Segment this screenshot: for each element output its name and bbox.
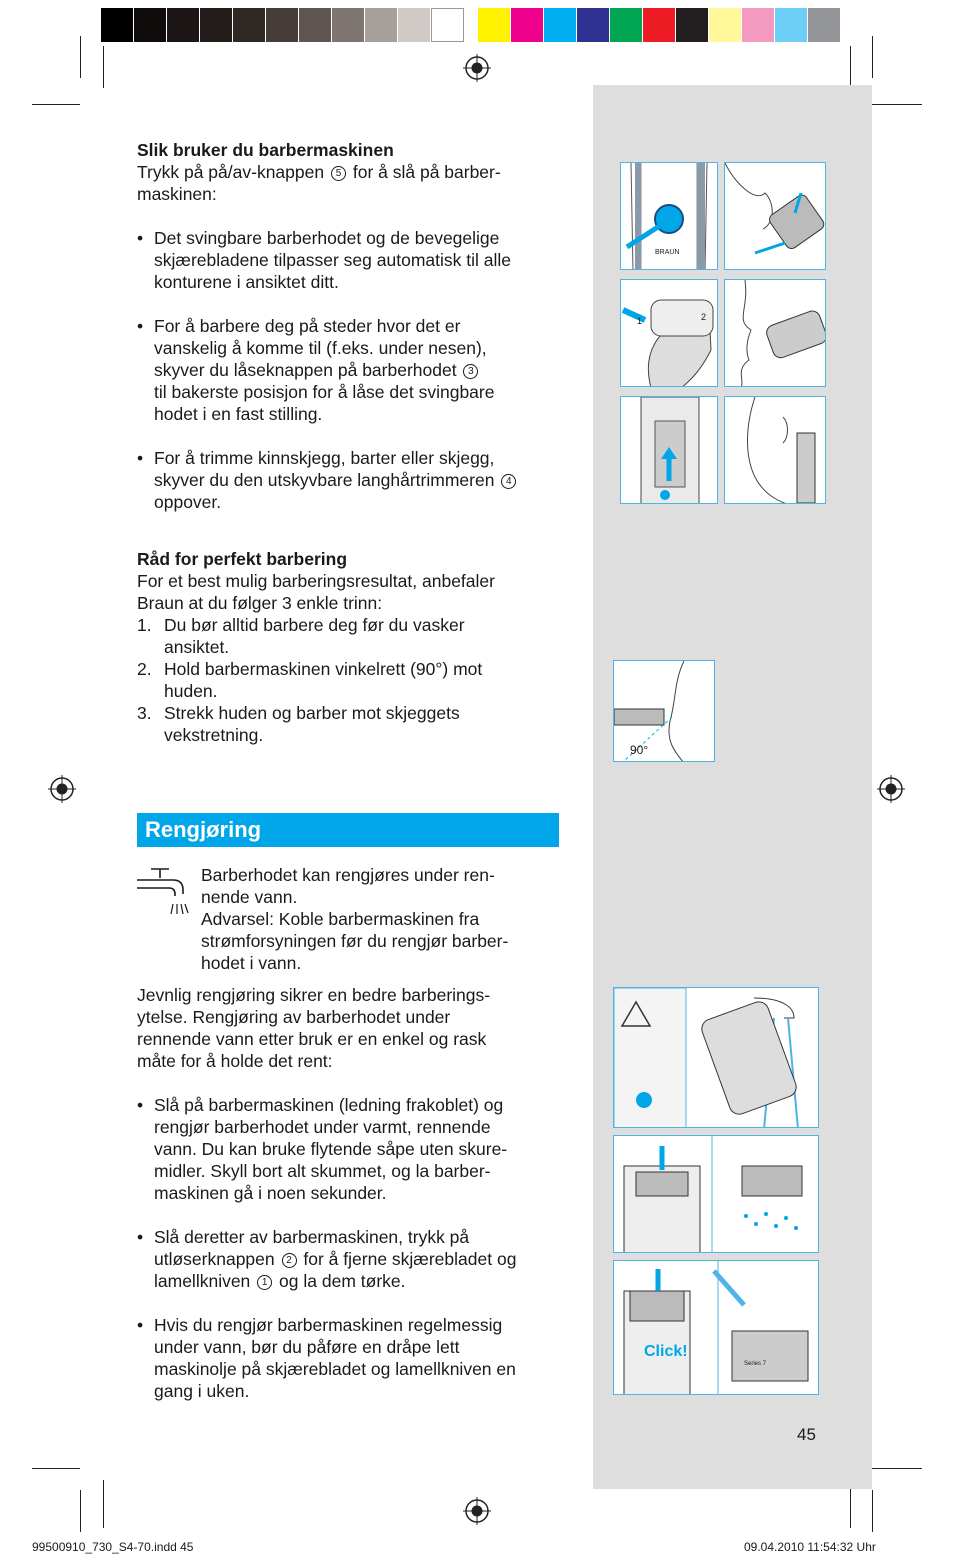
registration-mark-icon: [48, 775, 76, 803]
color-swatch: [610, 8, 643, 42]
color-swatch: [775, 8, 808, 42]
figure-rinse-under-water: [613, 987, 819, 1128]
ref-marker: 4: [501, 474, 516, 489]
figure-swivel-head: [724, 162, 826, 270]
color-swatch: [676, 8, 709, 42]
usage-heading: Slik bruker du barbermaskinen: [137, 140, 394, 160]
color-swatch: [200, 8, 233, 42]
color-swatch: [709, 8, 742, 42]
color-swatch: [332, 8, 365, 42]
crop-mark: [32, 1468, 80, 1469]
brand-label: BRAUN: [655, 249, 680, 256]
color-swatch: [233, 8, 266, 42]
figure-oil-and-refit: [613, 1260, 819, 1395]
usage-intro: Trykk på på/av-knappen 5 for å slå på barber-: [137, 162, 501, 182]
color-swatch: [299, 8, 332, 42]
crop-mark: [80, 1490, 81, 1532]
footer-right: 09.04.2010 11:54:32 Uhr: [744, 1540, 876, 1554]
figure-long-hair-trimmer: [620, 396, 718, 504]
page-number: 45: [797, 1425, 816, 1444]
marker-1: 1: [637, 316, 643, 326]
color-swatch: [134, 8, 167, 42]
color-calibration-bar: [101, 8, 841, 42]
figure-under-nose: [724, 279, 826, 387]
color-swatch: [511, 8, 544, 42]
color-swatch: [577, 8, 610, 42]
cleaning-bullet: • Hvis du rengjør barbermaskinen regelmessig under vann, bør du påføre en dråpe lett maskinolje på skjærebladet og lamellkniven en gang i uken.: [137, 1315, 516, 1401]
color-swatch: [398, 8, 431, 42]
angle-label: 90°: [630, 743, 649, 757]
crop-mark: [32, 104, 80, 105]
color-swatch: [431, 8, 464, 42]
crop-mark: [872, 36, 873, 78]
figure-lock-button: [620, 279, 718, 387]
cleaning-warning: Barberhodet kan rengjøres under ren- nende vann. Advarsel: Koble barbermaskinen fra strømforsyningen før du rengjør barber- hodet i vann.: [201, 865, 509, 973]
footer-left: 99500910_730_S4-70.indd 45: [32, 1540, 194, 1554]
figure-trimming: [724, 396, 826, 504]
color-swatch: [478, 8, 511, 42]
cleaning-bullet: • Slå på barbermaskinen (ledning frakoblet) og rengjør barberhodet under varmt, rennende vann. Du kan bruke flytende såpe uten skure- midler. Skyll bort alt skummet, og la barber- maskinen gå i noen sekunder.: [137, 1095, 508, 1203]
crop-mark: [872, 104, 922, 105]
crop-mark: [103, 1480, 104, 1528]
color-swatch: [101, 8, 134, 42]
series-label: Series 7: [744, 1361, 767, 1367]
tips-step: 3. Strekk huden og barber mot skjeggets vekstretning.: [137, 703, 460, 745]
swatch-gap: [464, 8, 478, 42]
click-label: Click!: [644, 1343, 688, 1360]
figure-90-degrees: [613, 660, 715, 762]
faucet-icon: [137, 866, 191, 918]
tips-step: 1. Du bør alltid barbere deg før du vasker ansiktet.: [137, 615, 465, 657]
crop-mark: [872, 1490, 873, 1532]
color-swatch: [808, 8, 841, 42]
ref-marker: 1: [257, 1275, 272, 1290]
usage-bullet: • For å barbere deg på steder hvor det er vanskelig å komme til (f.eks. under nesen), skyver du låseknappen på barberhodet 3 til bakerste posisjon for å låse det svingbare hodet i en fast stilling.: [137, 316, 495, 424]
figure-remove-foil: [613, 1135, 819, 1253]
color-swatch: [266, 8, 299, 42]
ref-marker: 5: [331, 166, 346, 181]
cleaning-bullet: • Slå deretter av barbermaskinen, trykk på utløserknappen 2 for å fjerne skjærebladet og lamellkniven 1 og la dem tørke.: [137, 1227, 517, 1291]
ref-marker: 3: [463, 364, 478, 379]
usage-bullet: • For å trimme kinnskjegg, barter eller skjegg, skyver du den utskyvbare langhårtrimmeren 4 oppover.: [137, 447, 567, 513]
usage-section: Slik bruker du barbermaskinen Trykk på på/av-knappen 5 for å slå på barber- maskinen: • Det svingbare barberhodet og de bevegelige skjærebladene tilpasser seg automatisk til alle konturene i ansiktet ditt. • For å barbere deg på steder hvor det er vanskelig å komme til (f.eks. under nesen), skyver du låseknappen på barberhodet 3 til bakerste posisjon for å låse det svingbare hodet i en fast stilling. • For å trimme kinnskjegg, barter eller skjegg, skyver du den utskyvbare langhårtrimmeren 4 oppover.: [137, 139, 567, 513]
marker-2: 2: [701, 312, 707, 322]
figure-power-button: [620, 162, 718, 270]
crop-mark: [850, 46, 851, 88]
color-swatch: [167, 8, 200, 42]
crop-mark: [80, 36, 81, 78]
tips-section: Råd for perfekt barbering For et best mulig barberingsresultat, anbefaler Braun at du følger 3 enkle trinn: 1. Du bør alltid barbere deg før du vasker ansiktet. 2. Hold barbermaskinen vinkelrett (90°) mot huden. 3. Strekk huden og barber mot skjeggets vekstretning.: [137, 548, 567, 746]
registration-mark-icon: [877, 775, 905, 803]
color-swatch: [643, 8, 676, 42]
ref-marker: 2: [282, 1253, 297, 1268]
registration-mark-icon: [463, 54, 491, 82]
cleaning-title-banner: Rengjøring: [137, 813, 559, 847]
cleaning-body: Jevnlig rengjøring sikrer en bedre barberings- ytelse. Rengjøring av barberhodet under rennende vann etter bruk er en enkel og rask måte for å holde det rent: • Slå på barbermaskinen (ledning frakoblet) og rengjør barberhodet under varmt, rennende vann. Du kan bruke flytende såpe uten skure- midler. Skyll bort alt skummet, og la barber- maskinen gå i noen sekunder. • Slå deretter av barbermaskinen, trykk på utløserknappen 2 for å fjerne skjærebladet og lamellkniven 1 og la dem tørke. • Hvis du rengjør barbermaskinen regelmessig under vann, bør du påføre en dråpe lett maskinolje på skjærebladet og lamellkniven en gang i uken.: [137, 984, 567, 1402]
usage-bullet: • Det svingbare barberhodet og de bevegelige skjærebladene tilpasser seg automatisk til alle konturene i ansiktet ditt.: [137, 228, 511, 292]
color-swatch: [544, 8, 577, 42]
registration-mark-icon: [463, 1497, 491, 1525]
color-swatch: [365, 8, 398, 42]
color-swatch: [742, 8, 775, 42]
tips-step: 2. Hold barbermaskinen vinkelrett (90°) mot huden.: [137, 659, 483, 701]
crop-mark: [872, 1468, 922, 1469]
tips-heading: Råd for perfekt barbering: [137, 549, 348, 569]
crop-mark: [103, 46, 104, 88]
